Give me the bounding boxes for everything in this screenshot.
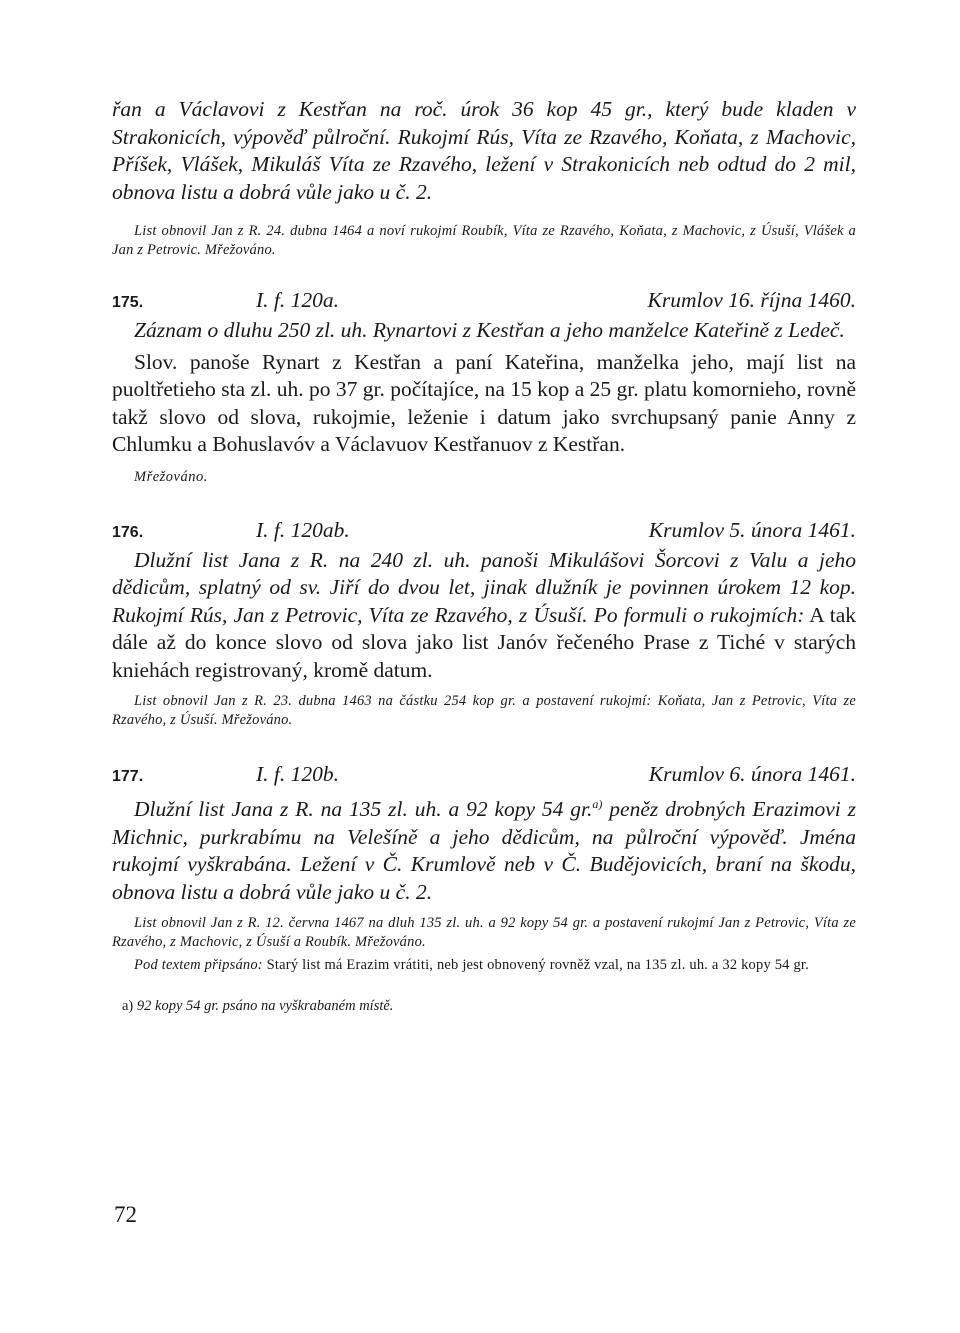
footnote-label: a)	[122, 998, 134, 1015]
entry-date: Krumlov 5. února 1461.	[648, 517, 856, 542]
entry-summary	[112, 547, 856, 685]
mrezovano-mark: Mřežováno.	[134, 468, 208, 485]
later-addition	[112, 956, 856, 975]
entry-summary-part: peněz drobných Erazimovi z Michnic, purkrabímu na Velešíně a jeho dědicům, na půlroční výpověď. Jména rukojmí vyškrabána. Ležení v Č. Krumlově neb v Č. Budějovicích, braní na škodu, obnova listu a dobrá vůle jako u č. 2.	[112, 797, 856, 904]
entry-date: Krumlov 6. února 1461.	[648, 762, 856, 786]
entry-summary-italic: Dlužní list Jana z R. na 240 zl. uh. panoši Mikulášovi Šorcovi z Valu a jeho dědicům, splatný od sv. Jiří do dvou let, jinak dlužník je povinnen úrokem 12 kop. Rukojmí Rús, Jan z Petrovic, Víta ze Rzavého, z Úsuší. Po formuli o rukojmích:	[112, 547, 856, 627]
entry-header	[112, 516, 856, 547]
entry-signature: I. f. 120ab.	[256, 517, 350, 542]
entry-header	[112, 760, 856, 791]
entry-175	[112, 286, 856, 486]
entry-summary-quote: A tak dále až do konce slovo od slova jako list Janóv řečeného Prase z Tiché v starých kniehách registrovaný, kromě datum.	[112, 602, 856, 682]
entry-signature: I. f. 120a.	[256, 288, 340, 312]
page-number: 72	[114, 1202, 137, 1227]
entry-177	[112, 760, 856, 975]
renewal-note: List obnovil Jan z R. 12. června 1467 na dluh 135 zl. uh. a 92 kopy 54 gr. a postavení rukojmí Jan z Petrovic, Víta ze Rzavého, z Machovic, z Úsuší a Roubík. Mřežováno.	[112, 915, 856, 951]
renewal-note: List obnovil Jan z R. 24. dubna 1464 a noví rukojmí Roubík, Víta ze Rzavého, Koňata, z Machovic, z Úsuší, Vlášek a Jan z Petrovic. Mřežováno.	[112, 223, 856, 258]
entry-number: 177.	[112, 768, 144, 785]
later-addition-text: Starý list má Erazim vrátiti, neb jest obnovený rovněž vzal, na 135 zl. uh. a 32 kopy 54 gr.	[262, 957, 809, 974]
footnote-text: 92 kopy 54 gr. psáno na vyškrabaném místě.	[136, 998, 394, 1015]
entry-176	[112, 516, 856, 731]
entry-summary-part: Dlužní list Jana z R. na 135 zl. uh. a 92 kopy 54 gr.	[134, 797, 593, 822]
entry-summary: Záznam o dluhu 250 zl. uh. Rynartovi z Kestřan a jeho manželce Kateřině z Ledeč.	[134, 318, 845, 342]
page-body	[112, 96, 856, 1016]
footnote	[112, 997, 856, 1016]
entry-header	[112, 286, 856, 317]
renewal-note: List obnovil Jan z R. 23. dubna 1463 na částku 254 kop gr. a postavení rukojmí: Koňata, Jan z Petrovic, Víta ze Rzavého, z Úsuší. Mřežováno.	[112, 693, 856, 728]
entry-date: Krumlov 16. října 1460.	[647, 288, 856, 312]
entry-summary	[112, 791, 856, 906]
entry-number: 175.	[112, 294, 144, 311]
entry-text: Slov. panoše Rynart z Kestřan a paní Kateřina, manželka jeho, mají list na puoltřetieho sta zl. uh. po 37 gr. počítajíce, na 15 kop a 25 gr. platu komornieho, rovně takž slovo od slova, rukojmie, leženie i datum jako svrchupsaný panie Anny z Chlumku a Bohuslavóv a Václavuov Kestřanuov z Kestřan.	[112, 349, 856, 456]
later-addition-label: Pod textem připsáno:	[134, 957, 263, 974]
entry-number: 176.	[112, 523, 144, 541]
footnote-ref: a)	[592, 797, 603, 811]
continued-summary: řan a Václavovi z Kestřan na roč. úrok 36 kop 45 gr., který bude kladen v Strakonicích, výpověď půlroční. Rukojmí Rús, Víta ze Rzavého, Koňata, z Machovic, Příšek, Vlášek, Mikuláš Víta ze Rzavého, ležení v Strakonicích neb odtud do 2 mil, obnova listu a dobrá vůle jako u č. 2.	[112, 97, 856, 204]
entry-signature: I. f. 120b.	[256, 762, 340, 786]
